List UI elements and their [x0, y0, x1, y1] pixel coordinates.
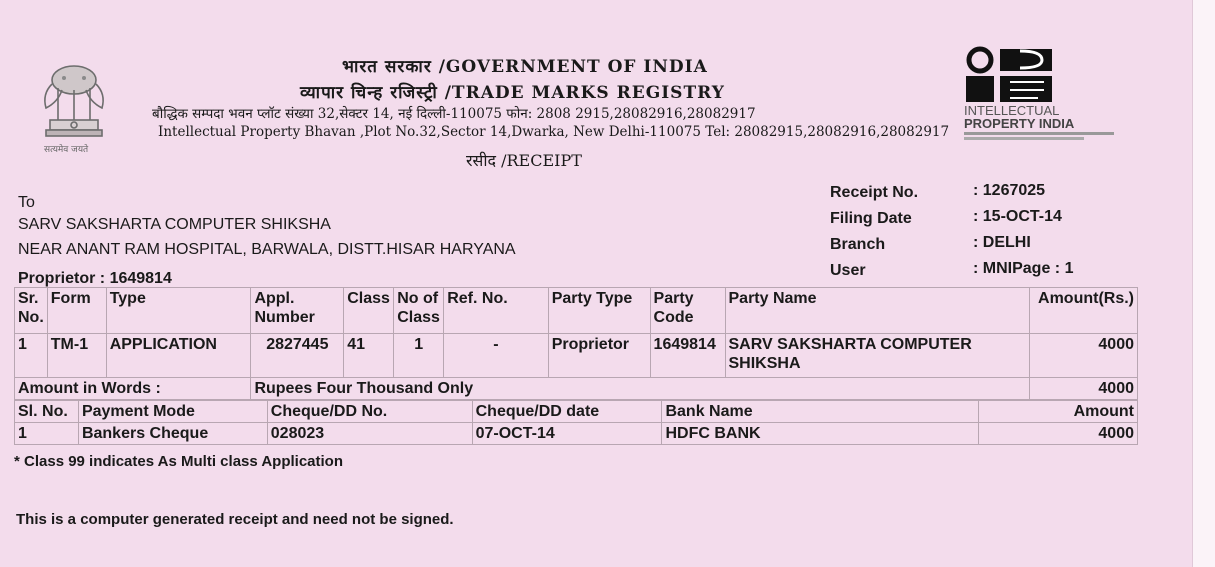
cell-payment-mode: Bankers Cheque [78, 423, 267, 445]
cell-party-type: Proprietor [548, 334, 650, 378]
cell-no-of-class: 1 [394, 334, 444, 378]
payment-header-row [15, 401, 1138, 423]
col-payment-amount: Amount [979, 401, 1138, 423]
logo-text-2: PROPERTY INDIA [964, 116, 1075, 131]
col-party-code: Party Code [650, 288, 725, 334]
receipt-no-value: : 1267025 [973, 182, 1046, 199]
payment-table [14, 400, 1138, 445]
col-payment-mode: Payment Mode [78, 401, 267, 423]
filing-date-label: Filing Date [830, 210, 912, 227]
header-address-hindi: बौद्धिक सम्पदा भवन प्लॉट संख्या 32,सेक्टर 14, नई दिल्ली-110075 फोन: 2808 2915,28082916,28082917 [152, 106, 756, 122]
cell-cheque-date: 07-OCT-14 [472, 423, 662, 445]
cell-party-name: SARV SAKSHARTA COMPUTER SHIKSHA [725, 334, 1029, 378]
cell-type: APPLICATION [106, 334, 251, 378]
recipient-address: NEAR ANANT RAM HOSPITAL, BARWALA, DISTT.HISAR HARYANA [18, 241, 516, 258]
col-bank-name: Bank Name [662, 401, 979, 423]
amount-words-row [15, 378, 1138, 400]
header-government: भारत सरकार /GOVERNMENT OF INDIA [342, 57, 708, 77]
header-registry: व्यापार चिन्ह रजिस्ट्री /TRADE MARKS REGISTRY [300, 83, 725, 103]
ip-india-logo-icon [962, 46, 1122, 146]
emblem-caption: सत्यमेव जयते [44, 145, 89, 155]
col-party-type: Party Type [548, 288, 650, 334]
to-label: To [18, 194, 35, 211]
col-sr: Sr. No. [15, 288, 48, 334]
branch-value: : DELHI [973, 234, 1031, 251]
cell-form: TM-1 [47, 334, 106, 378]
table-row [15, 423, 1138, 445]
user-label: User [830, 262, 866, 279]
total-amount: 4000 [1029, 378, 1137, 400]
proprietor-code: Proprietor : 1649814 [18, 270, 172, 287]
cell-bank-name: HDFC BANK [662, 423, 979, 445]
col-sl-no: Sl. No. [15, 401, 79, 423]
receipt-no-label: Receipt No. [830, 184, 919, 201]
col-class: Class [344, 288, 394, 334]
cell-sl-no: 1 [15, 423, 79, 445]
col-party-name: Party Name [725, 288, 1029, 334]
header-address-english: Intellectual Property Bhavan ,Plot No.32,Sector 14,Dwarka, New Delhi-110075 Tel: 28082915,28082916,28082917 [158, 124, 950, 140]
cell-amount: 4000 [1029, 334, 1137, 378]
computer-generated-note: This is a computer generated receipt and need not be signed. [16, 511, 454, 528]
application-table [14, 287, 1138, 400]
col-cheque-date: Cheque/DD date [472, 401, 662, 423]
cell-class: 41 [344, 334, 394, 378]
receipt-title: रसीद /RECEIPT [466, 151, 582, 170]
cell-cheque-no: 028023 [267, 423, 472, 445]
cell-appl-number: 2827445 [251, 334, 344, 378]
col-no-of-class: No of Class [394, 288, 444, 334]
filing-date-value: : 15-OCT-14 [973, 208, 1062, 225]
col-form: Form [47, 288, 106, 334]
user-value: : MNIPage : 1 [973, 260, 1074, 277]
col-type: Type [106, 288, 251, 334]
cell-party-code: 1649814 [650, 334, 725, 378]
branch-label: Branch [830, 236, 886, 253]
amount-words-label: Amount in Words : [15, 378, 251, 400]
col-amount: Amount(Rs.) [1029, 288, 1137, 334]
col-cheque-no: Cheque/DD No. [267, 401, 472, 423]
col-appl-number: Appl. Number [251, 288, 344, 334]
national-emblem-icon [28, 60, 120, 155]
col-ref-no: Ref. No. [444, 288, 548, 334]
cell-payment-amount: 4000 [979, 423, 1138, 445]
table-row [15, 334, 1138, 378]
amount-words-value: Rupees Four Thousand Only [251, 378, 1030, 400]
cell-ref-no: - [444, 334, 548, 378]
cell-sr: 1 [15, 334, 48, 378]
paper-edge [1192, 0, 1215, 567]
application-header-row [15, 288, 1138, 334]
recipient-name: SARV SAKSHARTA COMPUTER SHIKSHA [18, 216, 331, 233]
class99-note: * Class 99 indicates As Multi class Application [14, 453, 343, 470]
logo-text-1: INTELLECTUAL [964, 103, 1060, 118]
